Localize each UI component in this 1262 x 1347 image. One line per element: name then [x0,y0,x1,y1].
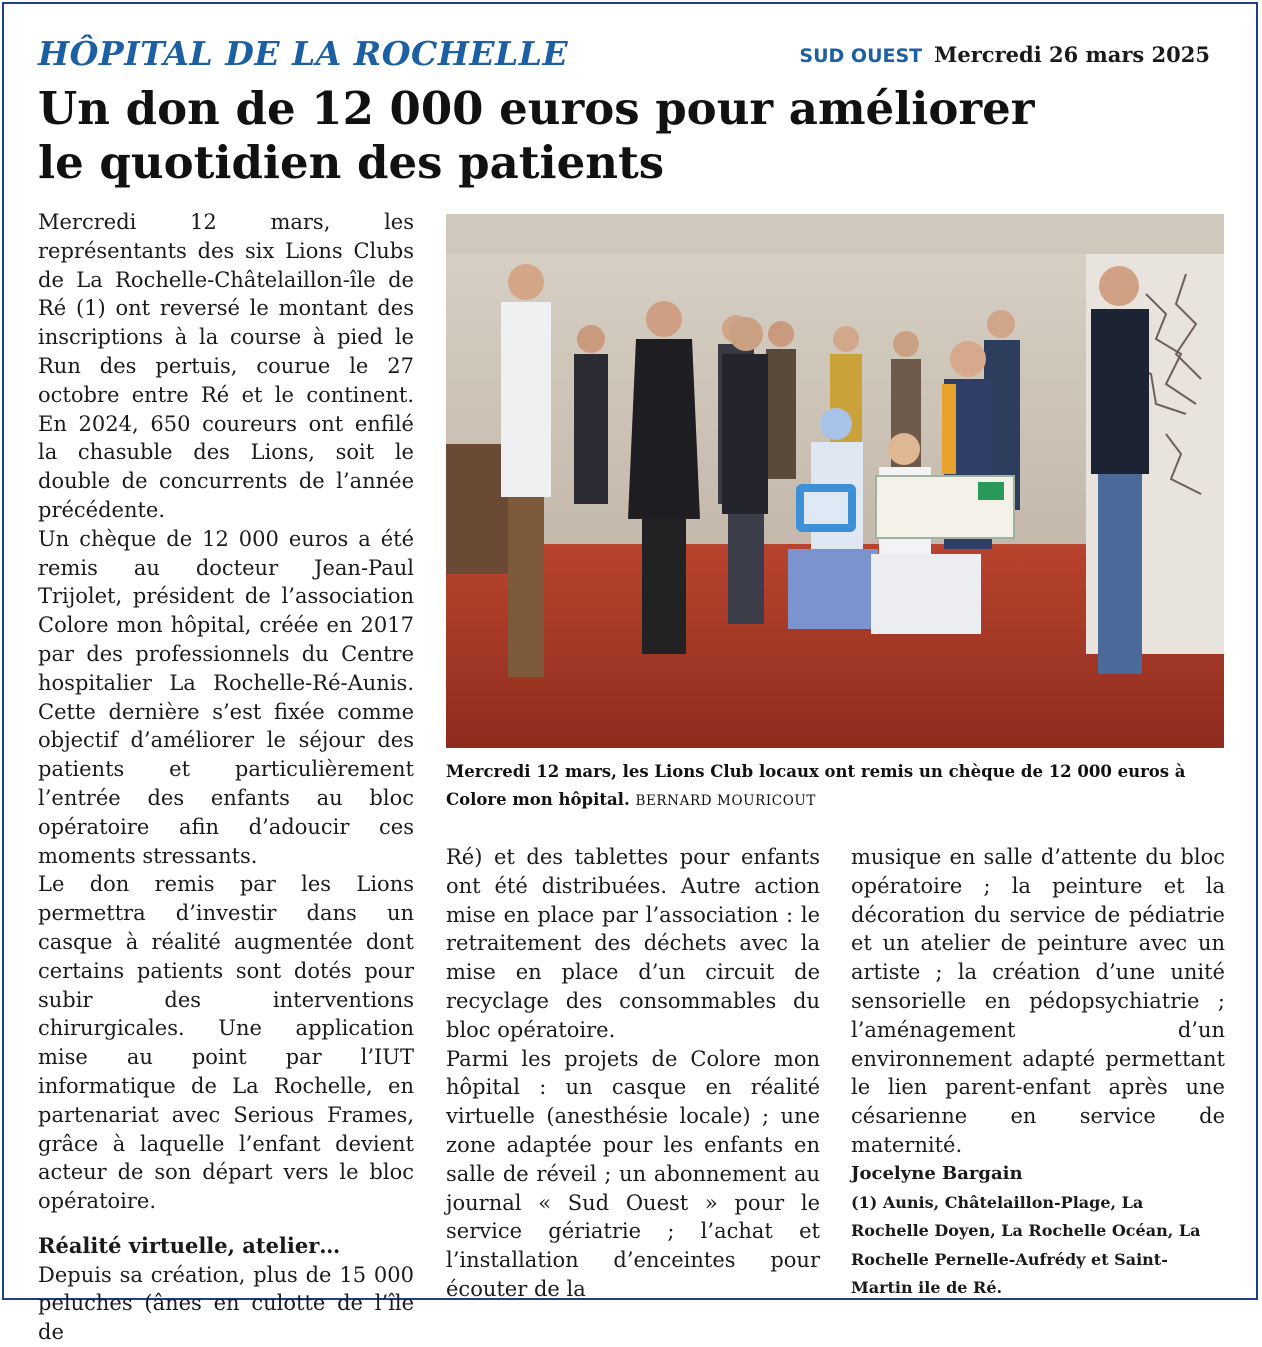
paragraph-donation: Le don remis par les Lions permettra d’investir dans un casque à réalité augmentée dont certains patients sont dotés pour subir des interventions chirurgicales. Une application mise au point par l’IUT informatique de La Rochelle, en partenariat avec Serious Frames, grâce à laquelle l’enfant devient acteur de son départ vers le bloc opératoire. [38,872,414,1214]
subheading: Réalité virtuelle, atelier… [38,1232,341,1258]
paragraph-intro: Mercredi 12 mars, les représentants des six Lions Clubs de La Rochelle-Châtelaillon-île de Ré (1) ont reversé le montant des inscriptions à la course à pied le Run des pertuis, courue le 27 octobre entre Ré et le continent. En 2024, 650 coureurs ont enfilé la chasuble des Lions, soit le double de concurrents de l’année précédente. [38,210,414,522]
publication-date: Mercredi 26 mars 2025 [934,42,1210,67]
author-signature: Jocelyne Bargain [851,1162,1023,1184]
headline [38,82,1218,190]
paragraph-cheque: Un chèque de 12 000 euros a été remis au docteur Jean-Paul Trijolet, président de l’association Colore mon hôpital, créée en 2017 par des professionnels du Centre hospitalier La Rochelle-Ré-Aunis. Cette dernière s’est fixée comme objectif d’améliorer le séjour des patients et particulièrement l’entrée des enfants au bloc opératoire afin d’adoucir ces moments stressants. [38,526,414,868]
paragraph-projects-end: musique en salle d’attente du bloc opératoire ; la peinture et la décoration du service de pédiatrie et un atelier de peinture avec un artiste ; la création d’une unité sensorielle en pédopsychiatrie ; l’aménagement d’un environnement adapté permettant le lien parent-enfant après une césarienne en service de maternité. [851,845,1225,1157]
photo-credit: BERNARD MOURICOUT [635,793,816,809]
headline-line-2: le quotidien des patients [38,136,665,189]
caption-text: Mercredi 12 mars, les Lions Club locaux ont remis un chèque de 12 000 euros à Colore mon hôpital. [446,762,1186,809]
paragraph-history-start: Depuis sa création, plus de 15 000 peluches (ânes en culotte de l’île de [38,1262,414,1345]
newspaper-brand: SUD OUEST [799,45,923,67]
article-column-1 [38,208,414,1347]
footnote: (1) Aunis, Châtelaillon-Plage, La Rochelle Doyen, La Rochelle Océan, La Rochelle Pernelle-Aufrédy et Saint-Martin ile de Ré. [851,1192,1201,1298]
section-kicker: HÔPITAL DE LA ROCHELLE [38,34,569,73]
headline-line-1: Un don de 12 000 euros pour améliorer [38,82,1035,135]
paragraph-projects-start: Parmi les projets de Colore mon hôpital : un casque en réalité virtuelle (anesthésie locale) ; une zone adaptée pour les enfants en salle de réveil ; un abonnement au journal « Sud Ouest » pour le service gériatrie ; l’achat et l’installation d’enceintes pour écouter de la [446,1046,820,1301]
photo-caption [446,758,1206,815]
article-column-2 [446,843,820,1304]
paragraph-history-end: Ré) et des tablettes pour enfants ont été distribuées. Autre action mise en place par l’association : le retraitement des déchets avec la mise en place d’un circuit de recyclage des consommables du bloc opératoire. [446,845,820,1042]
masthead [799,42,1210,67]
group-photo [446,214,1224,748]
article-column-3 [851,843,1225,1303]
